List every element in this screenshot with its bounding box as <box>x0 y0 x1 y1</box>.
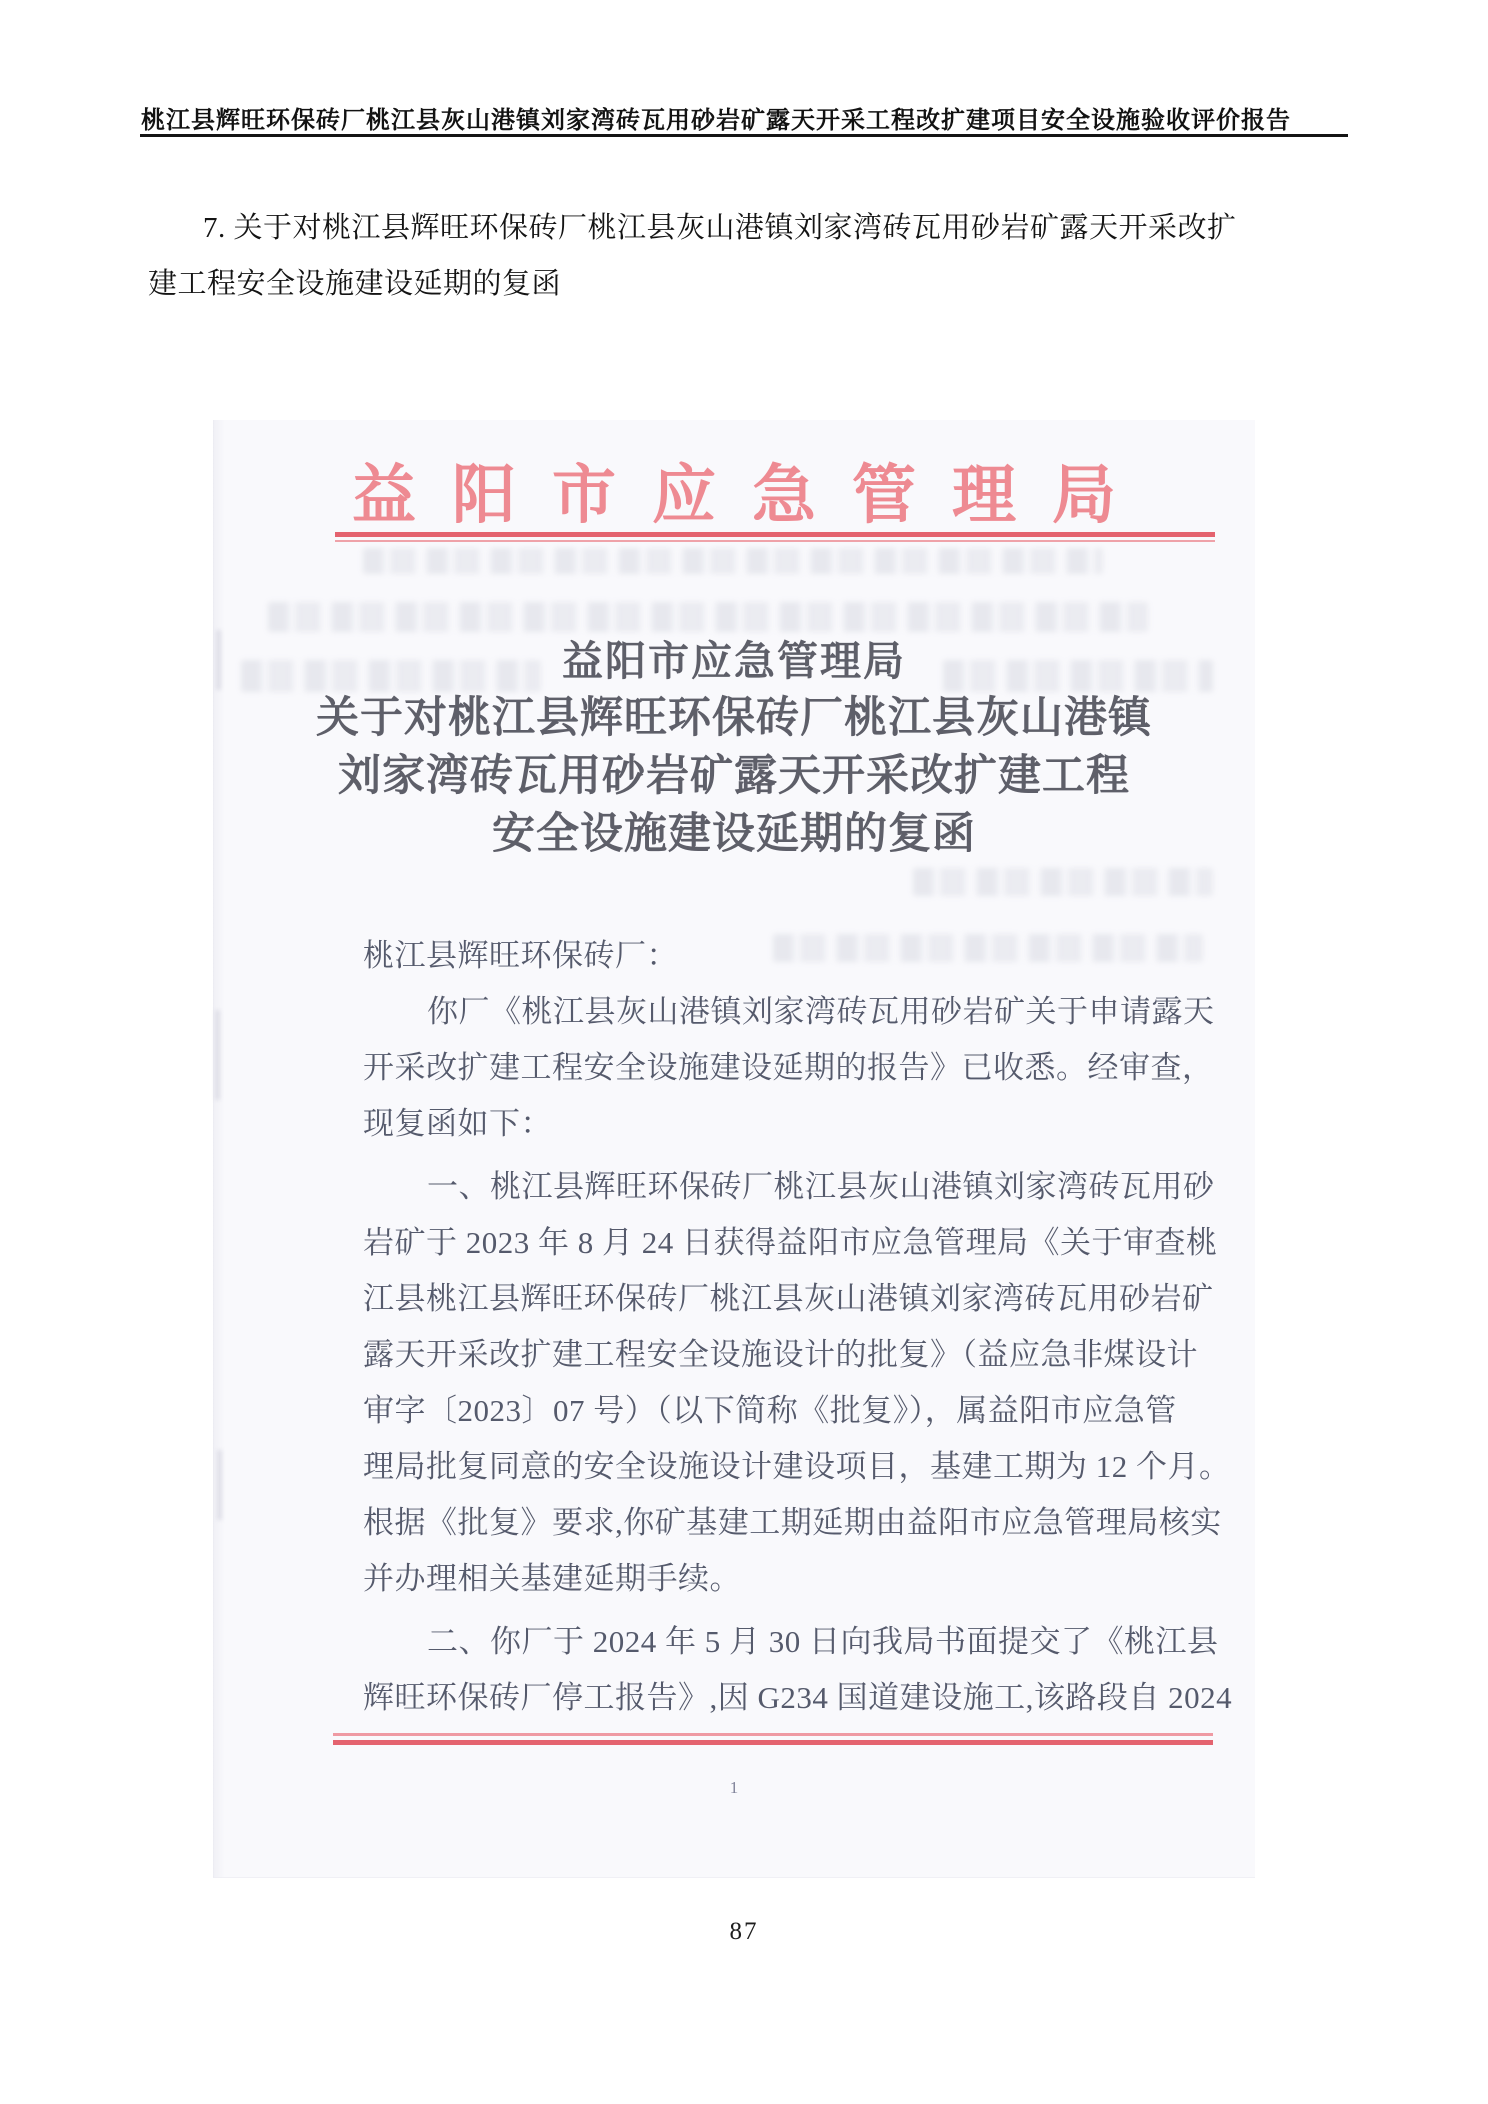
letterhead-double-rule <box>335 532 1215 542</box>
scan-edge-artifact <box>217 1450 222 1520</box>
letter-body-line: 你厂《桃江县灰山港镇刘家湾砖瓦用砂岩矿关于申请露天 <box>427 994 1215 1029</box>
letter-body-line: 江县桃江县辉旺环保砖厂桃江县灰山港镇刘家湾砖瓦用砂岩矿 <box>363 1281 1214 1316</box>
letter-body <box>363 928 1233 1726</box>
bleedthrough-artifact <box>363 548 1103 574</box>
letter-title-line: 刘家湾砖瓦用砂岩矿露天开采改扩建工程 <box>338 753 1130 800</box>
letter-body-line: 辉旺环保砖厂停工报告》,因 G234 国道建设施工,该路段自 2024 <box>363 1680 1233 1715</box>
letter-body-line: 岩矿于 2023 年 8 月 24 日获得益阳市应急管理局《关于审查桃 <box>363 1225 1218 1260</box>
letter-title-line: 益阳市应急管理局 <box>562 638 906 684</box>
letter-body-line: 根据《批复》要求,你矿基建工期延期由益阳市应急管理局核实 <box>363 1505 1222 1540</box>
letter-salutation: 桃江县辉旺环保砖厂： <box>363 938 678 973</box>
letter-title <box>213 632 1255 864</box>
section-heading-line-1: 7. 关于对桃江县辉旺环保砖厂桃江县灰山港镇刘家湾砖瓦用砂岩矿露天开采改扩 <box>203 212 1237 244</box>
scanned-letter <box>213 420 1255 1878</box>
letter-body-line: 理局批复同意的安全设施设计建设项目，基建工期为 12 个月。 <box>363 1449 1231 1484</box>
letter-body-line: 并办理相关基建延期手续。 <box>363 1561 741 1596</box>
section-heading-line-2: 建工程安全设施建设延期的复函 <box>148 268 562 300</box>
scan-edge-artifact <box>215 1010 220 1100</box>
letter-body-line: 开采改扩建工程安全设施建设延期的报告》已收悉。经审查， <box>363 1050 1214 1085</box>
letter-title-line: 关于对桃江县辉旺环保砖厂桃江县灰山港镇 <box>316 695 1152 742</box>
bleedthrough-artifact <box>913 868 1213 896</box>
letter-body-line: 露天开采改扩建工程安全设施设计的批复》（益应急非煤设计 <box>363 1337 1198 1372</box>
scan-page-number: 1 <box>729 1778 739 1797</box>
letter-body-line: 现复函如下： <box>363 1106 552 1141</box>
bleedthrough-artifact <box>268 602 1148 632</box>
header-rule <box>140 134 1348 137</box>
footer-double-rule <box>333 1733 1213 1745</box>
agency-letterhead-text: 益阳市应急管理局 <box>352 460 1152 531</box>
letter-body-line: 二、你厂于 2024 年 5 月 30 日向我局书面提交了《桃江县 <box>427 1624 1219 1659</box>
report-page-number: 87 <box>729 1918 759 1945</box>
letter-body-line: 一、桃江县辉旺环保砖厂桃江县灰山港镇刘家湾砖瓦用砂 <box>427 1169 1215 1204</box>
report-header-title: 桃江县辉旺环保砖厂桃江县灰山港镇刘家湾砖瓦用砂岩矿露天开采工程改扩建项目安全设施验收评价报告 <box>141 108 1291 134</box>
letter-title-line: 安全设施建设延期的复函 <box>492 811 976 858</box>
letter-body-line: 审字〔2023〕07 号）（以下简称《批复》），属益阳市应急管 <box>363 1393 1177 1428</box>
